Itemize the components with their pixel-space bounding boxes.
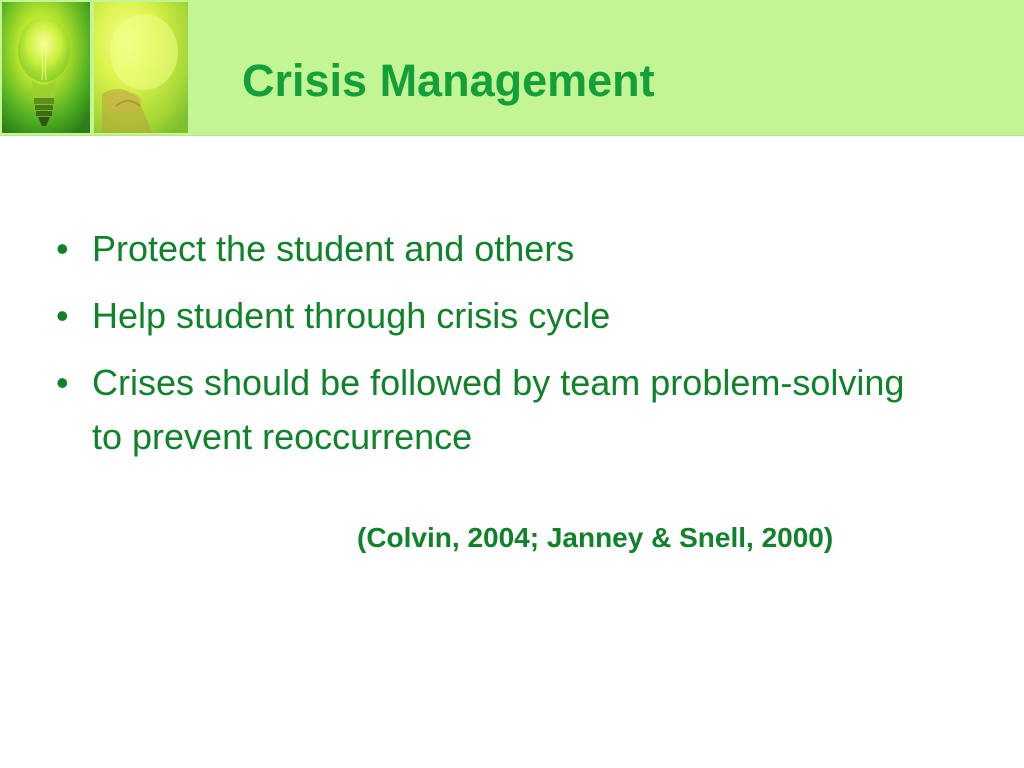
bullet-list <box>56 222 956 477</box>
bullet-item <box>56 222 956 276</box>
bullet-item <box>56 289 956 343</box>
bullet-symbol: • <box>56 362 69 403</box>
header-band <box>0 0 1024 136</box>
bullet-text: Crises should be followed by team problem-solving to prevent reoccurrence <box>92 362 905 457</box>
bullet-item <box>56 356 956 464</box>
bullet-text: Help student through crisis cycle <box>92 295 611 336</box>
light-bulb-image <box>2 2 90 133</box>
bullet-text: Protect the student and others <box>92 228 575 269</box>
bullet-symbol: • <box>56 228 69 269</box>
citation: (Colvin, 2004; Janney & Snell, 2000) <box>357 522 834 553</box>
slide-title: Crisis Management <box>242 55 655 106</box>
bullet-symbol: • <box>56 295 69 336</box>
light-bulb-image <box>94 2 188 133</box>
